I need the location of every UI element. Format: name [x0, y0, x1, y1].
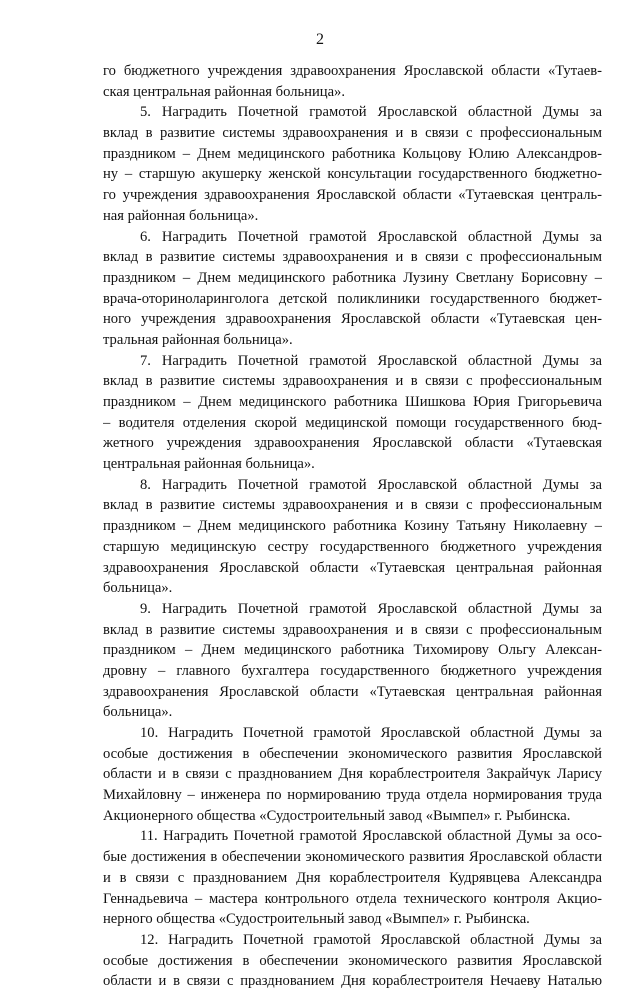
text-line: области и в связи с празднованием Дня кораблестроителя Нечаеву Наталью — [103, 973, 602, 990]
text-line: особые достижения в обеспечении экономического развития Ярославской — [103, 952, 602, 969]
text-line: бые достижения в обеспечении экономического развития Ярославской области — [103, 849, 602, 866]
text-line: вклад в развитие системы здравоохранения и в связи с профессиональным — [103, 373, 602, 390]
text-line: Геннадьевича – мастера контрольного отдела технического контроля Акцио- — [103, 890, 602, 907]
text-line: здравоохранения Ярославской области «Тутаевская центральная районная — [103, 559, 602, 576]
text-line: вклад в развитие системы здравоохранения и в связи с профессиональным — [103, 249, 602, 266]
text-line: праздником – Днем медицинского работника Тихомирову Ольгу Алексан- — [103, 642, 602, 659]
text-line: больница». — [103, 704, 173, 721]
text-line: ная районная больница». — [103, 207, 259, 224]
text-line: Акционерного общества «Судостроительный завод «Вымпел» г. Рыбинска. — [103, 807, 571, 824]
document-body — [103, 61, 602, 992]
text-line: 12. Наградить Почетной грамотой Ярославской областной Думы за — [140, 931, 602, 948]
text-line: 8. Наградить Почетной грамотой Ярославской областной Думы за — [140, 476, 602, 493]
text-line: тральная районная больница». — [103, 331, 293, 348]
text-line: – водителя отделения скорой медицинской помощи государственного бюд- — [103, 414, 602, 431]
text-line: и в связи с празднованием Дня кораблестроителя Кудрявцева Александра — [103, 869, 602, 886]
text-line: 9. Наградить Почетной грамотой Ярославской областной Думы за — [140, 600, 602, 617]
text-line: жетного учреждения здравоохранения Ярославской области «Тутаевская — [103, 435, 602, 452]
text-line: праздником – Днем медицинского работника Лузину Светлану Борисовну – — [103, 269, 602, 286]
text-line: врача-оториноларинголога детской поликлиники государственного бюджет- — [103, 290, 602, 307]
text-line: праздником – Днем медицинского работника Козину Татьяну Николаевну – — [103, 518, 602, 535]
text-line: вклад в развитие системы здравоохранения и в связи с профессиональным — [103, 125, 602, 142]
text-line: дровну – главного бухгалтера государственного бюджетного учреждения — [103, 662, 602, 679]
text-line: нерного общества «Судостроительный завод «Вымпел» г. Рыбинска. — [103, 911, 530, 928]
text-line: вклад в развитие системы здравоохранения и в связи с профессиональным — [103, 621, 602, 638]
text-line: 10. Наградить Почетной грамотой Ярославской областной Думы за — [140, 725, 602, 741]
text-line: ну – старшую акушерку женской консультации государственного бюджетно- — [103, 166, 602, 183]
text-line: Михайловну – инженера по нормированию труда отдела нормирования труда — [103, 787, 602, 804]
text-line: особые достижения в обеспечении экономического развития Ярославской — [103, 745, 602, 762]
text-line: 6. Наградить Почетной грамотой Ярославской областной Думы за — [140, 228, 602, 245]
text-line: здравоохранения Ярославской области «Тутаевская центральная районная — [103, 683, 602, 700]
text-line: 7. Наградить Почетной грамотой Ярославской областной Думы за — [140, 352, 602, 369]
text-line: праздником – Днем медицинского работника Кольцову Юлию Александров- — [103, 145, 602, 162]
text-line: больница». — [103, 580, 173, 597]
text-line: праздником – Днем медицинского работника Шишкова Юрия Григорьевича — [103, 394, 602, 410]
text-line: области и в связи с празднованием Дня кораблестроителя Закрайчук Ларису — [103, 766, 602, 783]
page-number: 2 — [316, 31, 324, 48]
text-line: го бюджетного учреждения здравоохранения Ярославской области «Тутаев- — [103, 63, 602, 79]
text-line: 11. Наградить Почетной грамотой Ярославской областной Думы за осо- — [140, 828, 602, 845]
text-line: вклад в развитие системы здравоохранения и в связи с профессиональным — [103, 497, 602, 514]
text-line: центральная районная больница». — [103, 456, 315, 473]
text-line: го учреждения здравоохранения Ярославской области «Тутаевская централь- — [103, 187, 602, 204]
text-line: ская центральная районная больница». — [103, 83, 345, 100]
text-line: 5. Наградить Почетной грамотой Ярославской областной Думы за — [140, 104, 602, 121]
text-line: ного учреждения здравоохранения Ярославской области «Тутаевская цен- — [103, 311, 602, 328]
text-line: старшую медицинскую сестру государственного бюджетного учреждения — [103, 538, 602, 555]
